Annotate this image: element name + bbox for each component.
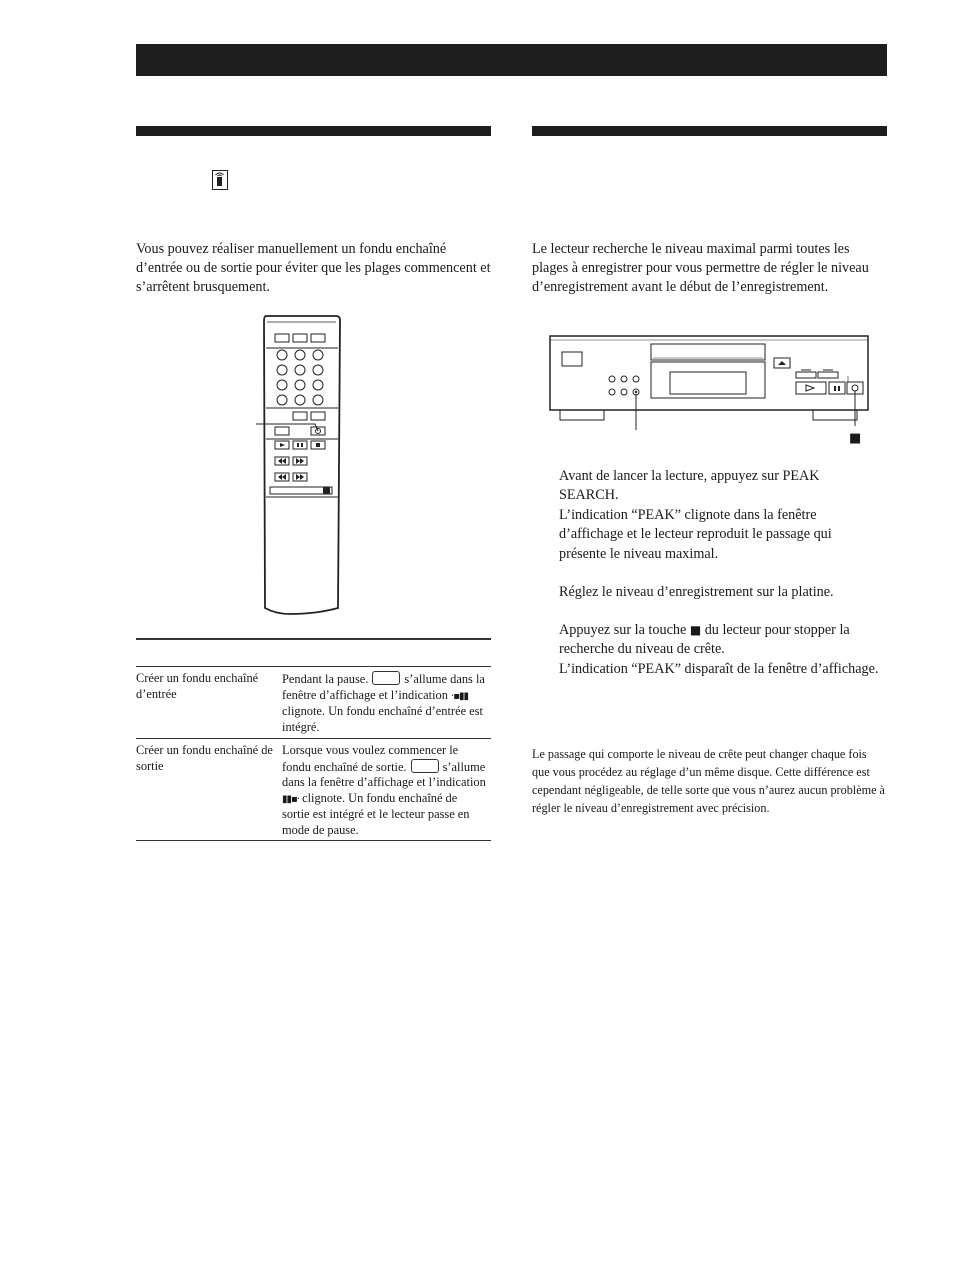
step-3-result: L’indication “PEAK” disparaît de la fenêtre d’affichage. [559, 660, 879, 677]
peak-intro-text: Le lecteur recherche le niveau maximal parmi toutes les plages à enregistrer pour vous permettre de régler le niveau d’enregistrement avant le début de l’enregistrement. [532, 241, 869, 296]
cd-player-illustration [548, 334, 873, 446]
table-row-fade-out-action: Créer un fondu enchaîné de sortie [136, 743, 273, 773]
fade-out-desc-part2: s’allume dans la fenêtre d’affichage et l’indication [282, 759, 486, 790]
table-row-divider [136, 738, 491, 739]
fade-out-indicator-icon: ▮▮▪· [282, 793, 299, 805]
step-3 [559, 621, 881, 679]
stop-icon: ■ [689, 623, 702, 637]
display-indicator-box [411, 759, 439, 773]
fade-in-desc-part3: clignote. Un fondu enchaîné d’entrée est intégré. [282, 704, 483, 734]
fade-in-desc-part1: Pendant la pause. [282, 672, 369, 686]
fade-intro-text: Vous pouvez réaliser manuellement un fondu enchaîné d’entrée ou de sortie pour éviter que les plages commencent et s’arrêtent brusquement. [136, 241, 491, 296]
display-indicator-box [372, 671, 400, 685]
table-header-rule [136, 666, 491, 667]
table-row-fade-in-action: Créer un fondu enchaîné d’entrée [136, 671, 259, 701]
step-3-instruction [559, 621, 881, 660]
step-1-result: L’indication “PEAK” clignote dans la fenêtre d’affichage et le lecteur reproduit le passage qui présente le niveau maximal. [559, 506, 832, 562]
table-top-rule [136, 638, 491, 640]
step-2: Réglez le niveau d’enregistrement sur la platine. [559, 584, 834, 600]
table-bottom-rule [136, 840, 491, 841]
page-header-bar [136, 44, 887, 76]
remote-control-illustration [220, 312, 345, 616]
fade-out-desc-part3: clignote. Un fondu enchaîné de sortie est intégré et le lecteur passe en mode de pause. [282, 790, 470, 837]
fade-in-desc-part2: s’allume dans la fenêtre d’affichage et l’indication [282, 672, 485, 702]
note-text: Le passage qui comporte le niveau de crête peut changer chaque fois que vous procédez au réglage d’un même disque. Cette différence est cependant négligeable, de telle sorte que vous n’aurez aucun problème à régler le niveau d’enregistrement avec précision. [532, 747, 885, 815]
fade-out-desc-part1: Lorsque vous voulez commencer le fondu enchaîné de sortie. [282, 743, 459, 774]
table-row-fade-in-desc [282, 671, 487, 735]
remote-control-icon [212, 170, 228, 190]
step-1-instruction: Avant de lancer la lecture, appuyez sur PEAK SEARCH. [559, 468, 820, 504]
left-section-bar [136, 126, 491, 136]
step-3-text-before: Appuyez sur la touche [559, 622, 687, 638]
right-section-bar [532, 126, 887, 136]
step-1 [559, 467, 881, 564]
table-row-fade-out-desc [282, 743, 487, 839]
stop-button-label: ■ [849, 431, 862, 446]
fade-in-indicator-icon: ·▪▮▮ [451, 690, 469, 702]
step-3-text-after: du lecteur pour stopper la recherche du niveau de crête. [559, 622, 850, 658]
